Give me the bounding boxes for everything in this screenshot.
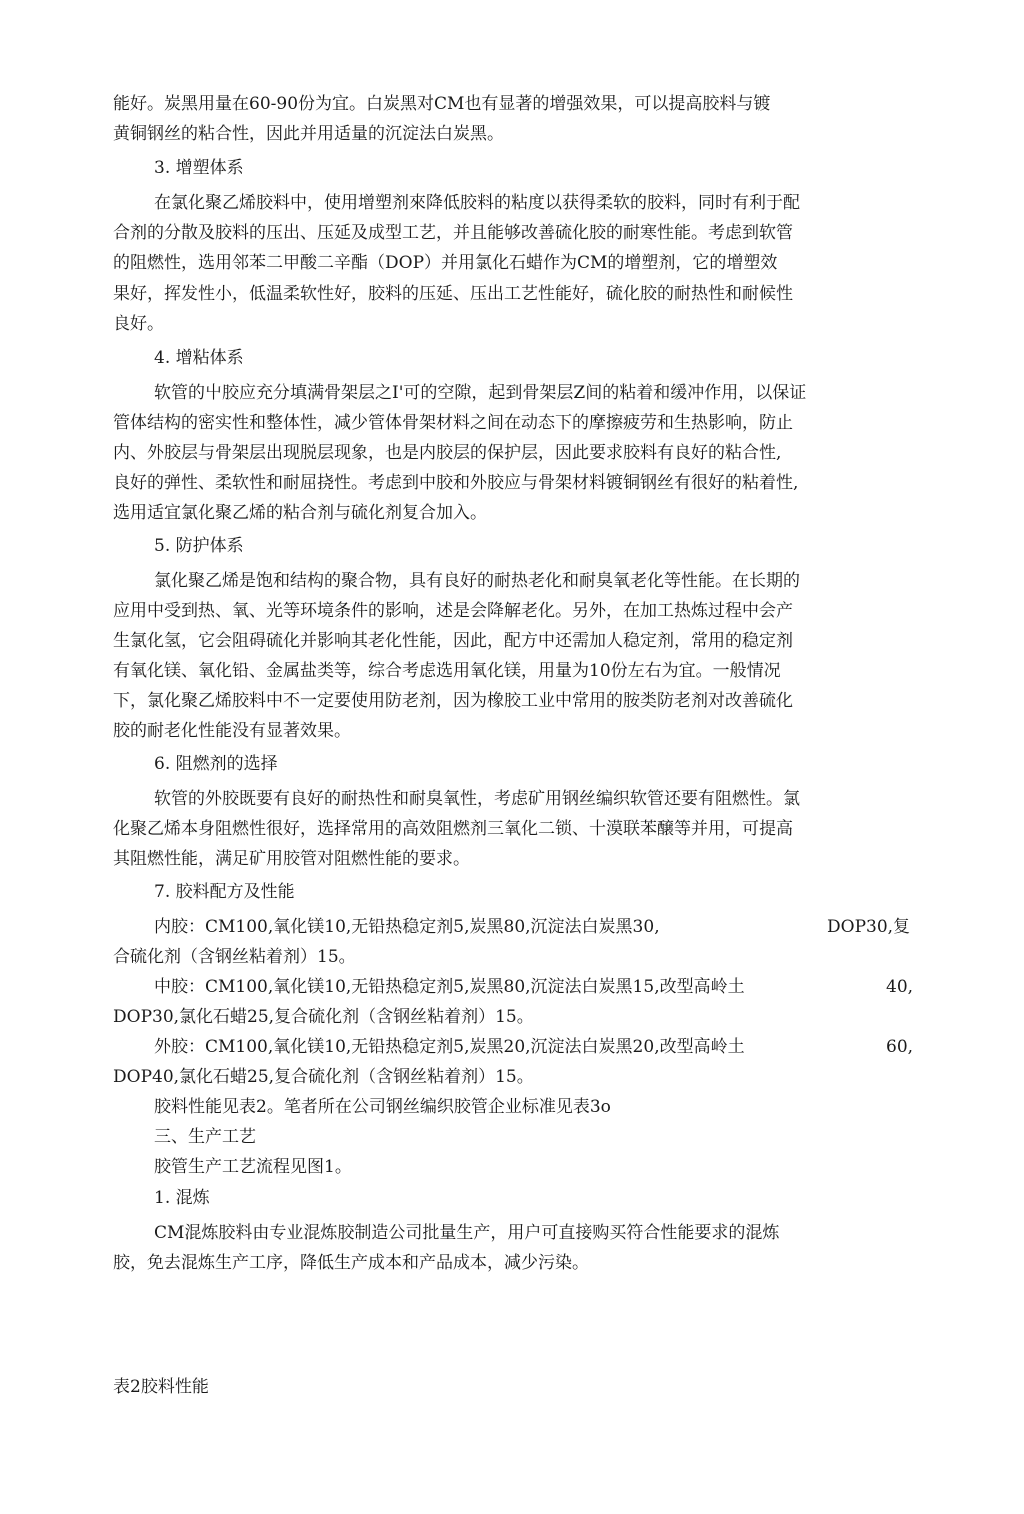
section-heading: 3. 增塑体系 [154,158,244,178]
text-line: 选用适宜氯化聚乙烯的粘合剂与硫化剂复合加入。 [113,503,487,523]
text-line: 在氯化聚乙烯胶料中，使用增塑剂來降低胶料的粘度以获得柔软的胶料，同时有利于配 [154,193,800,213]
text-line: 合硫化剂（含钢丝粘着剂）15。 [113,947,356,967]
text-line: 生氯化氢，它会阻碍硫化并影响其老化性能，因此，配方中还需加人稳定剂，常用的稳定剂 [113,631,793,651]
text-line: DOP40,氯化石蜡25,复合硫化剂（含钢丝粘着剂）15。 [113,1067,534,1087]
text-line: 管体结构的密实性和整体性，减少管体骨架材料之间在动态下的摩擦疲劳和生热影响，防止 [113,413,793,433]
text-line: 良好。 [113,314,164,334]
section-heading: 5. 防护体系 [154,536,244,556]
formula-outer-line: 外胶：CM100,氧化镁10,无铅热稳定剂5,炭黑20,沉淀法白炭黑20,改型高岭土 [154,1037,745,1057]
text-line: 软管的屮胶应充分填满骨架层之I'可的空隙，起到骨架层Z间的粘着和缓冲作用，以保证 [154,383,807,403]
text-line: 氯化聚乙烯是饱和结构的聚合物，具有良好的耐热老化和耐臭氧老化等性能。在长期的 [154,571,800,591]
section-heading: 7. 胶料配方及性能 [154,882,295,902]
text-line: 胶的耐老化性能没有显著效果。 [113,721,351,741]
formula-middle-line: 中胶：CM100,氧化镁10,无铅热稳定剂5,炭黑80,沉淀法白炭黑15,改型高岭土 [154,977,745,997]
section-heading: 6. 阻燃剂的选择 [154,754,278,774]
section-heading: 4. 增粘体系 [154,348,244,368]
text-line: 胶料性能见表2。笔者所在公司钢丝编织胶管企业标准见表3o [154,1097,611,1117]
text-line: DOP30,氯化石蜡25,复合硫化剂（含钢丝粘着剂）15。 [113,1007,534,1027]
text-line: 下，氯化聚乙烯胶料中不一定要使用防老剂，因为橡胶工业中常用的胺类防老剂对改善硫化 [113,691,793,711]
text-line: 胶管生产工艺流程见图1。 [154,1157,352,1177]
text-line: 胶，免去混炼生产工序，降低生产成本和产品成本，减少污染。 [113,1253,589,1273]
text-line: 黄铜钢丝的粘合性，因此并用适量的沉淀法白炭黑。 [113,124,504,144]
text-line: 有氧化镁、氧化铅、金属盐类等，综合考虑选用氧化镁，用量为10份左右为宜。一般情况 [113,661,781,681]
text-line: 其阻燃性能，满足矿用胶管对阻燃性能的要求。 [113,849,470,869]
formula-inner-tail: DOP30,复 [827,917,911,937]
text-line: 合剂的分散及胶料的压出、压延及成型工艺，并且能够改善硫化胶的耐寒性能。考虑到软管 [113,223,793,243]
text-line: 化聚乙烯本身阻燃性很好，选择常用的高效阻燃剂三氧化二锁、十漠联苯醸等并用，可提高 [113,819,793,839]
text-line: 果好，挥发性小，低温柔软性好，胶料的压延、压出工艺性能好，硫化胶的耐热性和耐候性 [113,284,793,304]
formula-outer-tail: 60, [886,1037,914,1057]
text-line: 应用中受到热、氧、光等环境条件的影响，述是会降解老化。另外，在加工热炼过程中会产 [113,601,793,621]
text-line: 良好的弹性、柔软性和耐屈挠性。考虑到中胶和外胶应与骨架材料镀铜钢丝有很好的粘着性, [113,473,799,493]
table-caption: 表2胶料性能 [113,1377,209,1397]
formula-inner-line: 内胶：CM100,氧化镁10,无铅热稳定剂5,炭黑80,沉淀法白炭黑30, [154,917,660,937]
text-line: 能好。炭黑用量在60-90份为宜。白炭黑对CM也有显著的增强效果，可以提高胶料与镀 [113,94,771,114]
text-line: 软管的外胶既要有良好的耐热性和耐臭氧性，考虑矿用钢丝编织软管还要有阻燃性。氯 [154,789,800,809]
text-line: CM混炼胶料由专业混炼胶制造公司批量生产，用户可直接购买符合性能要求的混炼 [154,1223,780,1243]
text-line: 内、外胶层与骨架层出现脱层现象，也是内胶层的保护层，因此要求胶料有良好的粘合性, [113,443,782,463]
section-heading: 三、生产工艺 [154,1127,256,1147]
formula-middle-tail: 40, [886,977,914,997]
text-line: 的阻燃性，选用邻苯二甲酸二辛酯（DOP）并用氯化石蜡作为CM的增塑剂，它的增塑效 [113,253,778,273]
section-heading: 1. 混炼 [154,1188,210,1208]
